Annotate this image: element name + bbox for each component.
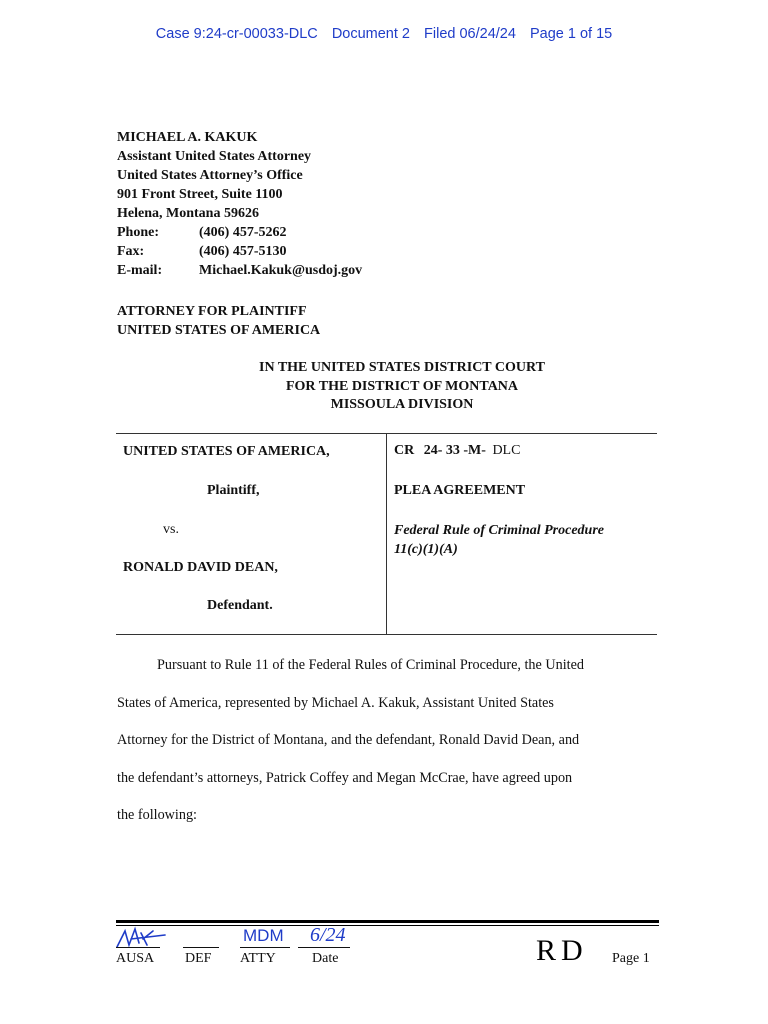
attorney-for-plaintiff	[117, 302, 320, 340]
caption-plaintiff: UNITED STATES OF AMERICA,	[123, 444, 330, 459]
ecf-header	[0, 26, 768, 42]
court-line1: IN THE UNITED STATES DISTRICT COURT	[259, 360, 545, 375]
ausa-label: AUSA	[116, 951, 155, 966]
phone-value: (406) 457-5262	[199, 225, 287, 240]
footer-rule-thick	[116, 920, 659, 923]
attorney-name: MICHAEL A. KAKUK	[117, 130, 258, 145]
caption-defendant: RONALD DAVID DEAN,	[123, 560, 278, 575]
for-plaintiff-line1: ATTORNEY FOR PLAINTIFF	[117, 304, 307, 319]
attorney-office: United States Attorney’s Office	[117, 168, 303, 183]
date-label: Date	[312, 951, 339, 966]
rule-citation	[394, 521, 604, 559]
court-line2: FOR THE DISTRICT OF MONTANA	[285, 378, 519, 394]
body-line2: States of America, represented by Michael A. Kakuk, Assistant United States	[117, 694, 554, 711]
def-label: DEF	[185, 951, 212, 966]
fax-row	[117, 242, 362, 261]
caption-vs: vs.	[163, 522, 179, 537]
page-number: Page 1	[612, 951, 650, 966]
document-number: Document 2	[331, 26, 410, 42]
date-line	[298, 947, 350, 948]
body-paragraph	[117, 647, 657, 835]
email-row	[117, 261, 362, 280]
email-label: E-mail:	[117, 263, 163, 278]
phone-row	[117, 223, 362, 242]
body-line1: Pursuant to Rule 11 of the Federal Rules of Criminal Procedure, the United	[157, 657, 584, 673]
ausa-line	[116, 947, 160, 948]
atty-label: ATTY	[240, 951, 276, 966]
fax-label: Fax:	[117, 244, 145, 259]
for-plaintiff-line2: UNITED STATES OF AMERICA	[117, 323, 321, 338]
case-prefix: CR	[394, 443, 415, 458]
email-value: Michael.Kakuk@usdoj.gov	[199, 263, 363, 278]
attorney-street: 901 Front Street, Suite 1100	[117, 187, 283, 202]
rule-citation-line2: 11(c)(1)(A)	[394, 542, 458, 557]
plea-agreement-title: PLEA AGREEMENT	[394, 483, 526, 498]
filed-date: Filed 06/24/24	[424, 26, 516, 42]
body-line4: the defendant’s attorneys, Patrick Coffey and Megan McCrae, have agreed upon	[117, 769, 573, 786]
page-count: Page 1 of 15	[529, 26, 613, 42]
attorney-block	[117, 128, 362, 280]
atty-line	[240, 947, 290, 948]
body-line3: Attorney for the District of Montana, and the defendant, Ronald David Dean, and	[117, 732, 580, 748]
caption-plaintiff-role: Plaintiff,	[207, 483, 260, 498]
caption-defendant-role: Defendant.	[207, 598, 273, 613]
case-number-value: 24- 33 -M-	[423, 443, 486, 458]
attorney-city: Helena, Montana 59626	[117, 206, 259, 221]
judge-initials: DLC	[492, 443, 521, 458]
phone-label: Phone:	[117, 225, 159, 240]
defendant-initials: RD	[536, 934, 588, 967]
date-handwritten: 6/24	[310, 924, 346, 946]
case-number: Case 9:24-cr-00033-DLC	[155, 26, 318, 42]
footer-rule-thin	[116, 925, 659, 926]
fax-value: (406) 457-5130	[199, 244, 287, 259]
rule-citation-line1: Federal Rule of Criminal Procedure	[394, 523, 604, 538]
attorney-title: Assistant United States Attorney	[117, 149, 312, 164]
caption-divider	[386, 433, 387, 635]
body-line5: the following:	[117, 807, 197, 823]
court-heading	[0, 359, 768, 415]
court-line3: MISSOULA DIVISION	[330, 397, 474, 412]
case-number-line	[394, 443, 520, 459]
atty-initials: MDM	[243, 926, 284, 945]
def-line	[183, 947, 219, 948]
